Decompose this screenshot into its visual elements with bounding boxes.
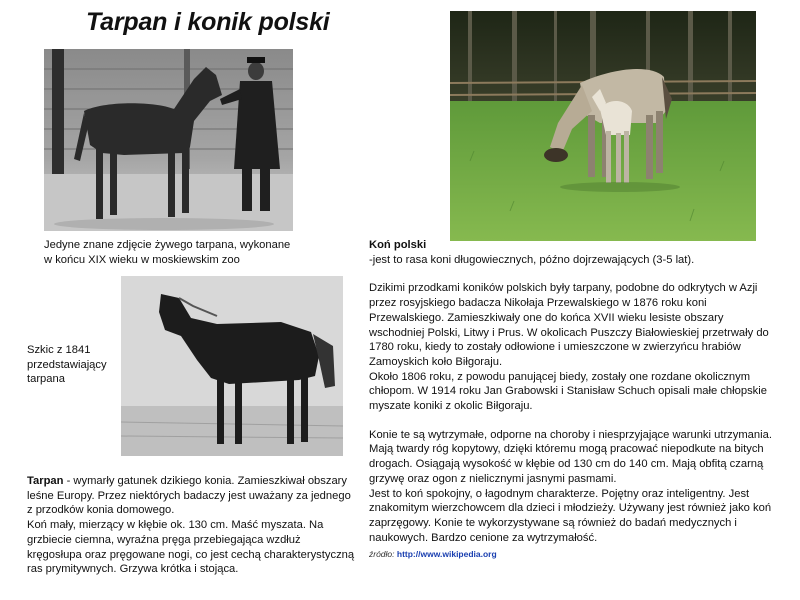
tarpan-sketch-caption [27, 343, 107, 387]
tarpan-paragraph-1 [27, 474, 357, 518]
page-title: Tarpan i konik polski [86, 8, 330, 36]
konik-heading: Koń polski [369, 239, 427, 251]
caption-line: tarpana [27, 373, 65, 386]
tarpan-sketch [121, 276, 343, 456]
konik-paragraph-2: Około 1806 roku, z powodu panującej biedy, zostały one rozdane okolicznym chłopom. W 1914 roku Jan Grabowski i Stanisław Schuch opisali małe chłopskie myszate koniki z okolic Biłgoraju. [369, 370, 767, 413]
konik-paragraph-4: Jest to koń spokojny, o łagodnym charakterze. Pojętny oraz inteligentny. Jest znakomitym wierzchowcem dla dzieci i młodzieży. Używany jest również jako koń zaprzęgowy. Konie te wykorzystywane są również do badań medycznych i naukowych. Bardzo cenione za wytrzymałość. [369, 487, 772, 544]
caption-line: przedstawiający [27, 358, 107, 371]
tarpan-paragraph-2: Koń mały, mierzący w kłębie ok. 130 cm. Maść myszata. Na grzbiecie ciemna, wyraźna pręga przebiegająca wzdłuż kręgosłupa oraz pręgowane nogi, co jest cechą charakterystyczną ras prymitywnych. Grzywa krótka i stojąca. [27, 519, 355, 576]
konik-paragraph-3: Konie te są wytrzymałe, odporne na choroby i niesprzyjające warunki utrzymania. Mają twardy róg kopytowy, dzięki któremu mogą pracować niepodkute na bitych drogach. Osiągają wysokość w kłębie od 130 cm do 140 cm. Mają obfitą czarną grzywę oraz ogon z nielicznymi jasnymi pasmami. [369, 428, 772, 485]
konik-intro: -jest to rasa koni długowiecznych, późno dojrzewających (3-5 lat). [369, 253, 695, 266]
source-link[interactable]: http://www.wikipedia.org [396, 549, 497, 560]
caption-line: Jedyne znane zdjęcie żywego tarpana, wykonane [44, 239, 291, 251]
tarpan-photo-caption [44, 238, 290, 267]
konik-paragraph-1: Dzikimi przodkami koników polskich były tarpany, podobne do odkrytych w Azji przez rosyjskiego badacza Nikołaja Przewalskiego w 1876 roku koni Przewalskiego. Zamieszkiwały one do końca XVII wieku lesiste obszary wschodniej Polski, Litwy i Prus. W okolicach Puszczy Białowieskiej przetrwały do 1780 roku, kiedy to zostały odłowione i umieszczone w zwierzyńcu hrabiów Zamoyskich koło Biłgoraju. [369, 282, 769, 368]
caption-line: Szkic z 1841 [27, 344, 91, 356]
tarpan-photo [44, 49, 293, 231]
tarpan-text: - wymarły gatunek dzikiego konia. Zamieszkiwał obszary leśne Europy. Przez niektórych badaczy jest uważany za jednego z przodków konia domowego. [27, 475, 351, 517]
caption-line: w końcu XIX wieku w moskiewskim zoo [44, 253, 240, 266]
konik-photo [450, 11, 756, 241]
konik-description [369, 238, 777, 562]
source-line [369, 547, 777, 562]
tarpan-term: Tarpan [27, 475, 64, 487]
tarpan-description [27, 474, 357, 577]
source-label: źródło: [369, 549, 395, 560]
